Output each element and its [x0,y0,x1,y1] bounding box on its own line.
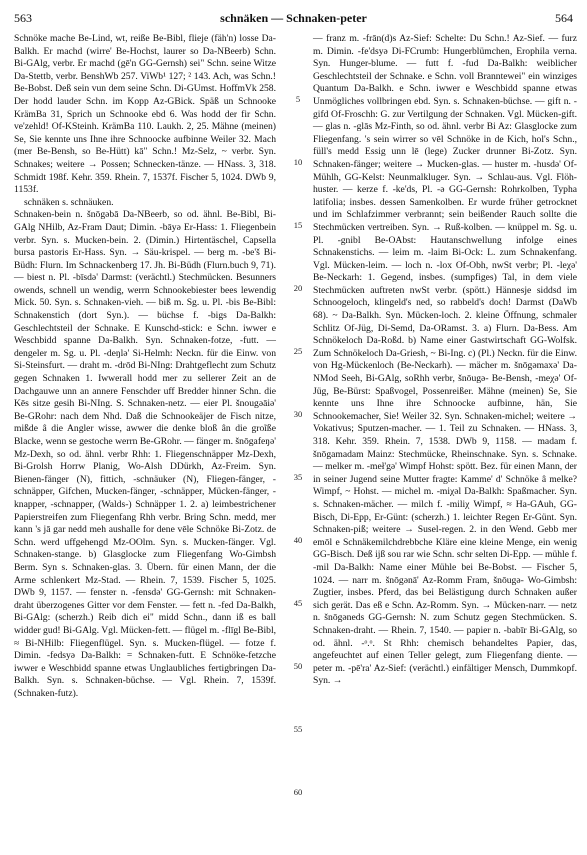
line-number: 55 [293,724,303,734]
right-column [313,33,577,688]
line-number: 60 [293,787,303,797]
line-number: 30 [293,409,303,419]
running-header [14,10,573,26]
line-number: 25 [293,346,303,356]
page-number-left: 563 [14,11,32,25]
page-number-right: 564 [555,11,573,25]
entry-paragraph: Schnöke mache Be-Lind, wt, reiße Be-Bibl, flieje (fäh'n) losse Da-Balkh. Er machd (wirre' Be-Hochst, laurer so Da-NBeerb) Schn. Bi-GAlg, verbr. Er machd (gē'n GG-Gernsh) sei" Schn. seine Witze Da-Stettb, verbr. BenshWb 257. ViWb¹ 127; ² 143. Ach, was Schn.! Be-Bobst. Deß sein vun dem seine Schn. Di-GUmst. HoffmVk 258. Der hodd lauder Schn. im Kopp Az-GBick. Späß un Schnooke KrämBa 31, Sprich un Schnooke ebd 6. Was hodd der fir Schn. ve'zehld! Of-KSteinh. KrämBa 110. Laukh. 2, 25. Mähne (meinen) Se, Sie kennte uns Ihne ihre Schnoocke aufbinne Weiler 32. Mach (mer Be-Bensh, so Be-Hütt) kā" Schn.! Mz-Selz, ~ verbr. Syn. Schnakes; weitere → Possen; Schnecken-tänze. — HNass. 3, 318. Schmidt 198f. Kehr. 359. Rhein. 7, 1537f. Fischer 5, 1024. DWb 9, 1153f. [14,33,276,196]
line-number: 45 [293,598,303,608]
line-number: 10 [293,157,303,167]
line-number: 35 [293,472,303,482]
line-number: 20 [293,283,303,293]
line-number: 50 [293,661,303,671]
left-column [14,33,276,700]
line-number: 40 [293,535,303,545]
entry-paragraph: schnäken s. schnäuken. [24,196,114,208]
line-number: 5 [295,94,301,104]
entry-paragraph: Schnaken-bein n. šnōgəbā Da-NBeerb, so od. ähnl. Be-Bibl, Bi-GAlg NHilb, Az-Fram Daut; Dimin. -bāyə Er-Hass: 1. Fliegenbein verbr. Syn. s. Mucken-bein. 2. (Dimin.) Hirtentäschel, Capsella bursa pastoris Er-Hass. Syn. → Säu-krispel. — berg m. -be'š Bi-Büdh: Flurn. Im Schnackenberg 17. Jh. Bi-Büdh (Flurn.buch 9, 71). — biest n. Pl. -bīsdə' Darmst: (verächtl.) Stechmücken. Besunners owends, schnell un wendig, werrn Schnookebiester bees lewendig Mick. 50. Syn. s. Schnaken-vieh. — biß m. Sg. u. Pl. -bis Be-Bibl: Schnakenstich (dort Syn.). — büchse f. -bigs Da-Balkh: Geschlechtsteil der Schnake. E Kunschd-stick: e Schn. iwwer e Weschbidd spanne Da-Balkh. Syn. Schnaken-fotze, -futt. — dengeler m. Sg. u. Pl. -deŋlə' Si-Helmh: Neckn. für die Einw. von Si-Steinsfurt. — draht m. -drōd Bi-NIng: Drahtgeflecht zum Schutz gegen Schnaken 1. Iwwerall hodd mer zu sellerer Zeit an de Dachgauwe unn an annere Fenschder uff Bredder hinner Schn. die Kēs sitze gesih Bi-NIng. S. Schnaken-netz. — eier Pl. šnougəāiə' Be-GRohr: nach dem Nhd. Daß die Schnookeäjer de Fisch nitze, mißde â die Angler wisse, awwer die denke bloß ân die groĩße Blacke, wenn se gestoche werrn Be-GRohr. — fänger m. šnōgafeŋə' Mz-Dexh, so od. ähnl. verbr Rhh: 1. Fliegenschnäpper Mz-Dexh, Bi-Grolsh Horrw Planig, Wo-Alsh DDürkh, Az-Freim. Syn. Bienen-fänger (N), fittich, -schnäuker (N), Fliegen-fänger, -schnäpper, Gifchen, Mucken-fänger, -schnäpper, Mücken-fänger, -knapper, -schnapper, (Walds-) Schnäpper 1. 2. a) leimbestrichener Papierstreifen zum Fliegenfang Rhh verbr. Bring Schn. medd, mer kann 's jā gar nedd meh aushalle for dene vēle Schnöke Bi-Zotz. de Schn. werd uffgehengd Mz-OOlm. Syn. s. Mucken-fänger. Vgl. Schnaken-stange. b) Glasglocke zum Fliegenfang Wo-Gimbsh Berm. Syn s. Schnaken-glas. 3. Übern. für einen Mann, der die Arme schlenkert Mz-Stad. — Rhein. 7, 1539. Fischer 5, 1025. DWb 9, 1157. — fenster n. -fensdə' GG-Gernsh: mit Schnaken-draht überzogenes Gitter vor dem Fenster. — fett n. -fed Da-Balkh, Bi-GAlg: (scherzh.) Reib dich ei" midd Schn., dann iß es ball widder gud! Bi-GAlg. Vgl. Mücken-fett. — flügel m. -flīgl Be-Bibl, ≈ Bi-NHilb: Fliegenflügel. Syn. s. Mucken-flügel. — fotze f. Dimin. -fedsyə Da-Balkh: = Schnaken-futt. E Schnöke-fetzche iwwer e Weschbidd spanne etwas Unglaubliches fertigbringen Da-Balkh. Syn. s. Schnaken-büchse. — Vgl. Rhein. 7, 1539f. (Schnaken-futz). [14,209,277,699]
header-title: schnäken — Schnaken-peter [220,11,367,25]
line-number: 15 [293,220,303,230]
entry-paragraph: — franz m. -frān(d)s Az-Sief: Schelte: Du Schn.! Az-Sief. — furz m. Dimin. -fe'dsyə Di-FCrumb: Hungerblümchen, Erophila verna. Syn. Hunger-blume. — futt f. -fud Da-Balkh: weiblicher Geschlechtsteil der Schnake. e Schn. voll Branntewei" ein winziges Quantum Da-Balkh. e Schn. iwwer e Weschbidd spanne etwas Unmögliches vollbringen ebd. Syn. s. Schnaken-büchse. — gift n. -gifd Of-Froschh: G. zur Vertilgung der Schnaken. Vgl. Mücken-gift. — glas n. -glās Mz-Finth, so od. ähnl. verbr Bi Az: Glasglocke zum Fliegenfang. 's sein wirrer so vēl Schnöke in de Kich, hol's Schn., füll's medd Essig unn lē (lege) Zucker drunner Bi-Zotz. Syn. Schnaken-fänger; weitere → Mucken-glas. — huster m. -husdə' Of-Mühlh, GG-Kelst: Neunmalkluger. Syn. → Schlau-aus. Vgl. Flöh-huster. — kerze f. -ke'ds, Pl. -ə GG-Gernsh: Rohrkolben, Typha latifolia; insbes. dessen Samenkolben. Er wurde früher getrocknet und im Schlafzimmer verbrannt; sein beißender Rauch sollte die Stechmücken vertreiben. Syn. → Ruß-kolben. — knüppel m. Sg. u. Pl. -gnibl Be-OAbst: Hautanschwellung infolge eines Schnakenstichs. — leim m. -laim Bi-Ock: L. zum Schnakenfang. Vgl. Mücken-leim. — loch n. -lox Of-Obh, nwSt verbr; Pl. -leχə' Be-Neckarh: 1. Gegend, insbes. (sumpfiges) Tal, in dem viele Stechmücken auftreten nwSt verbr. (spött.) Hännesje siddsd im Schnoogeloch, klingeld's ned, so rabbeld's doch! Darmst (DaWb 68). ~ Da-Balkh. Syn. Mücken-loch. 2. kleine Öffnung, schmaler Schlitz Of-Jüg, Di-Semd, Da-ORamst. 3. a) Flurn. Da-Bess. Am Schnökeloch Da-Roßd. b) Name einer Gastwirtschaft GG-Wolfsk. Zum Schnökeloch Da-Griesh, ~ Bi-Ing. c) (Pl.) Neckn. für die Einw. von Hg-Mückenloch (Be-Neckarh). — mächer m. šnōgəmaxə' Da-NMod Seeh, Bi-GAlg, soRhh verbr, šnōugə- Be-Bensh, -meχə' Of-Jüg, Be-Bürst: Spaßvogel, Possenreißer. Mähne (meinen) Se, Sie kennte uns Ihne ihre Schnoocke aufbinne, hän, Sie Schnookemacher, Sie! Weiler 32. Syn. Schnaken-michel; weitere → Vokativus; Sputzen-macher. — 1. Teil zu Schnaken. — HNass. 3, 318. Kehr. 359. Rhein. 7, 1538. DWb 9, 1158. — madam f. šnōgamadam Mainz: Stechmücke, Rheinschnake. Syn. s. Schnake. — melker m. -meł'gə' Wimpf Hohst: spött. Bez. für einen Mann, der in seiner Jugend seine Mutter fragte: Kamme' d' Schnöke â melke? Wimpf, ~ Hohst. — michel m. -miχəl Da-Balkh: Spaßmacher. Syn. s. Schnaken-mächer. — milch f. -miliχ Wimpf, ≈ Ha-GAuh, GG-Bisch, Di-Epp, Er-Günt: (scherzh.) 1. leichter Regen Er-Günt. Syn. Schnaken-piß; weitere → Susel-regen. 2. in den Wend. Gebb mer emōl e Schnäkemilchdrebbche Kläre eine kleine Menge, ein wenig GG-Bisch. Deß ijß sou rar wie Schn. schr selten Di-Epp. — mühle f. -mil Da-Balkh: Name einer Mühle bei Be-Bobst. — Fischer 5, 1024. — narr m. šnōgənā' Az-Romm Fram, šnōugə- Wo-Gimbsh: Zugtier, insbes. Pferd, das bei Belästigung durch Schnaken außer sich gerät. Das eß e Schn. Az-Romm. Syn. → Mücken-narr. — netz n. šnōgəneds GG-Gernsh: N. zum Schutz gegen Stechmücken. S. Schnaken-draht. — Rhein. 7, 1540. — papier n. -babīr Bi-GAlg, so od. ähnl. -ᵒ.ᵒ. St Rhh: chemisch behandeltes Papier, das, angefeuchtet auf einen Teller gelegt, zum Fliegenfang diente. — peter m. -pē'ra' Az-Sief: (verächtl.) einfältiger Mensch, Dummkopf. Syn. → [313,33,577,687]
